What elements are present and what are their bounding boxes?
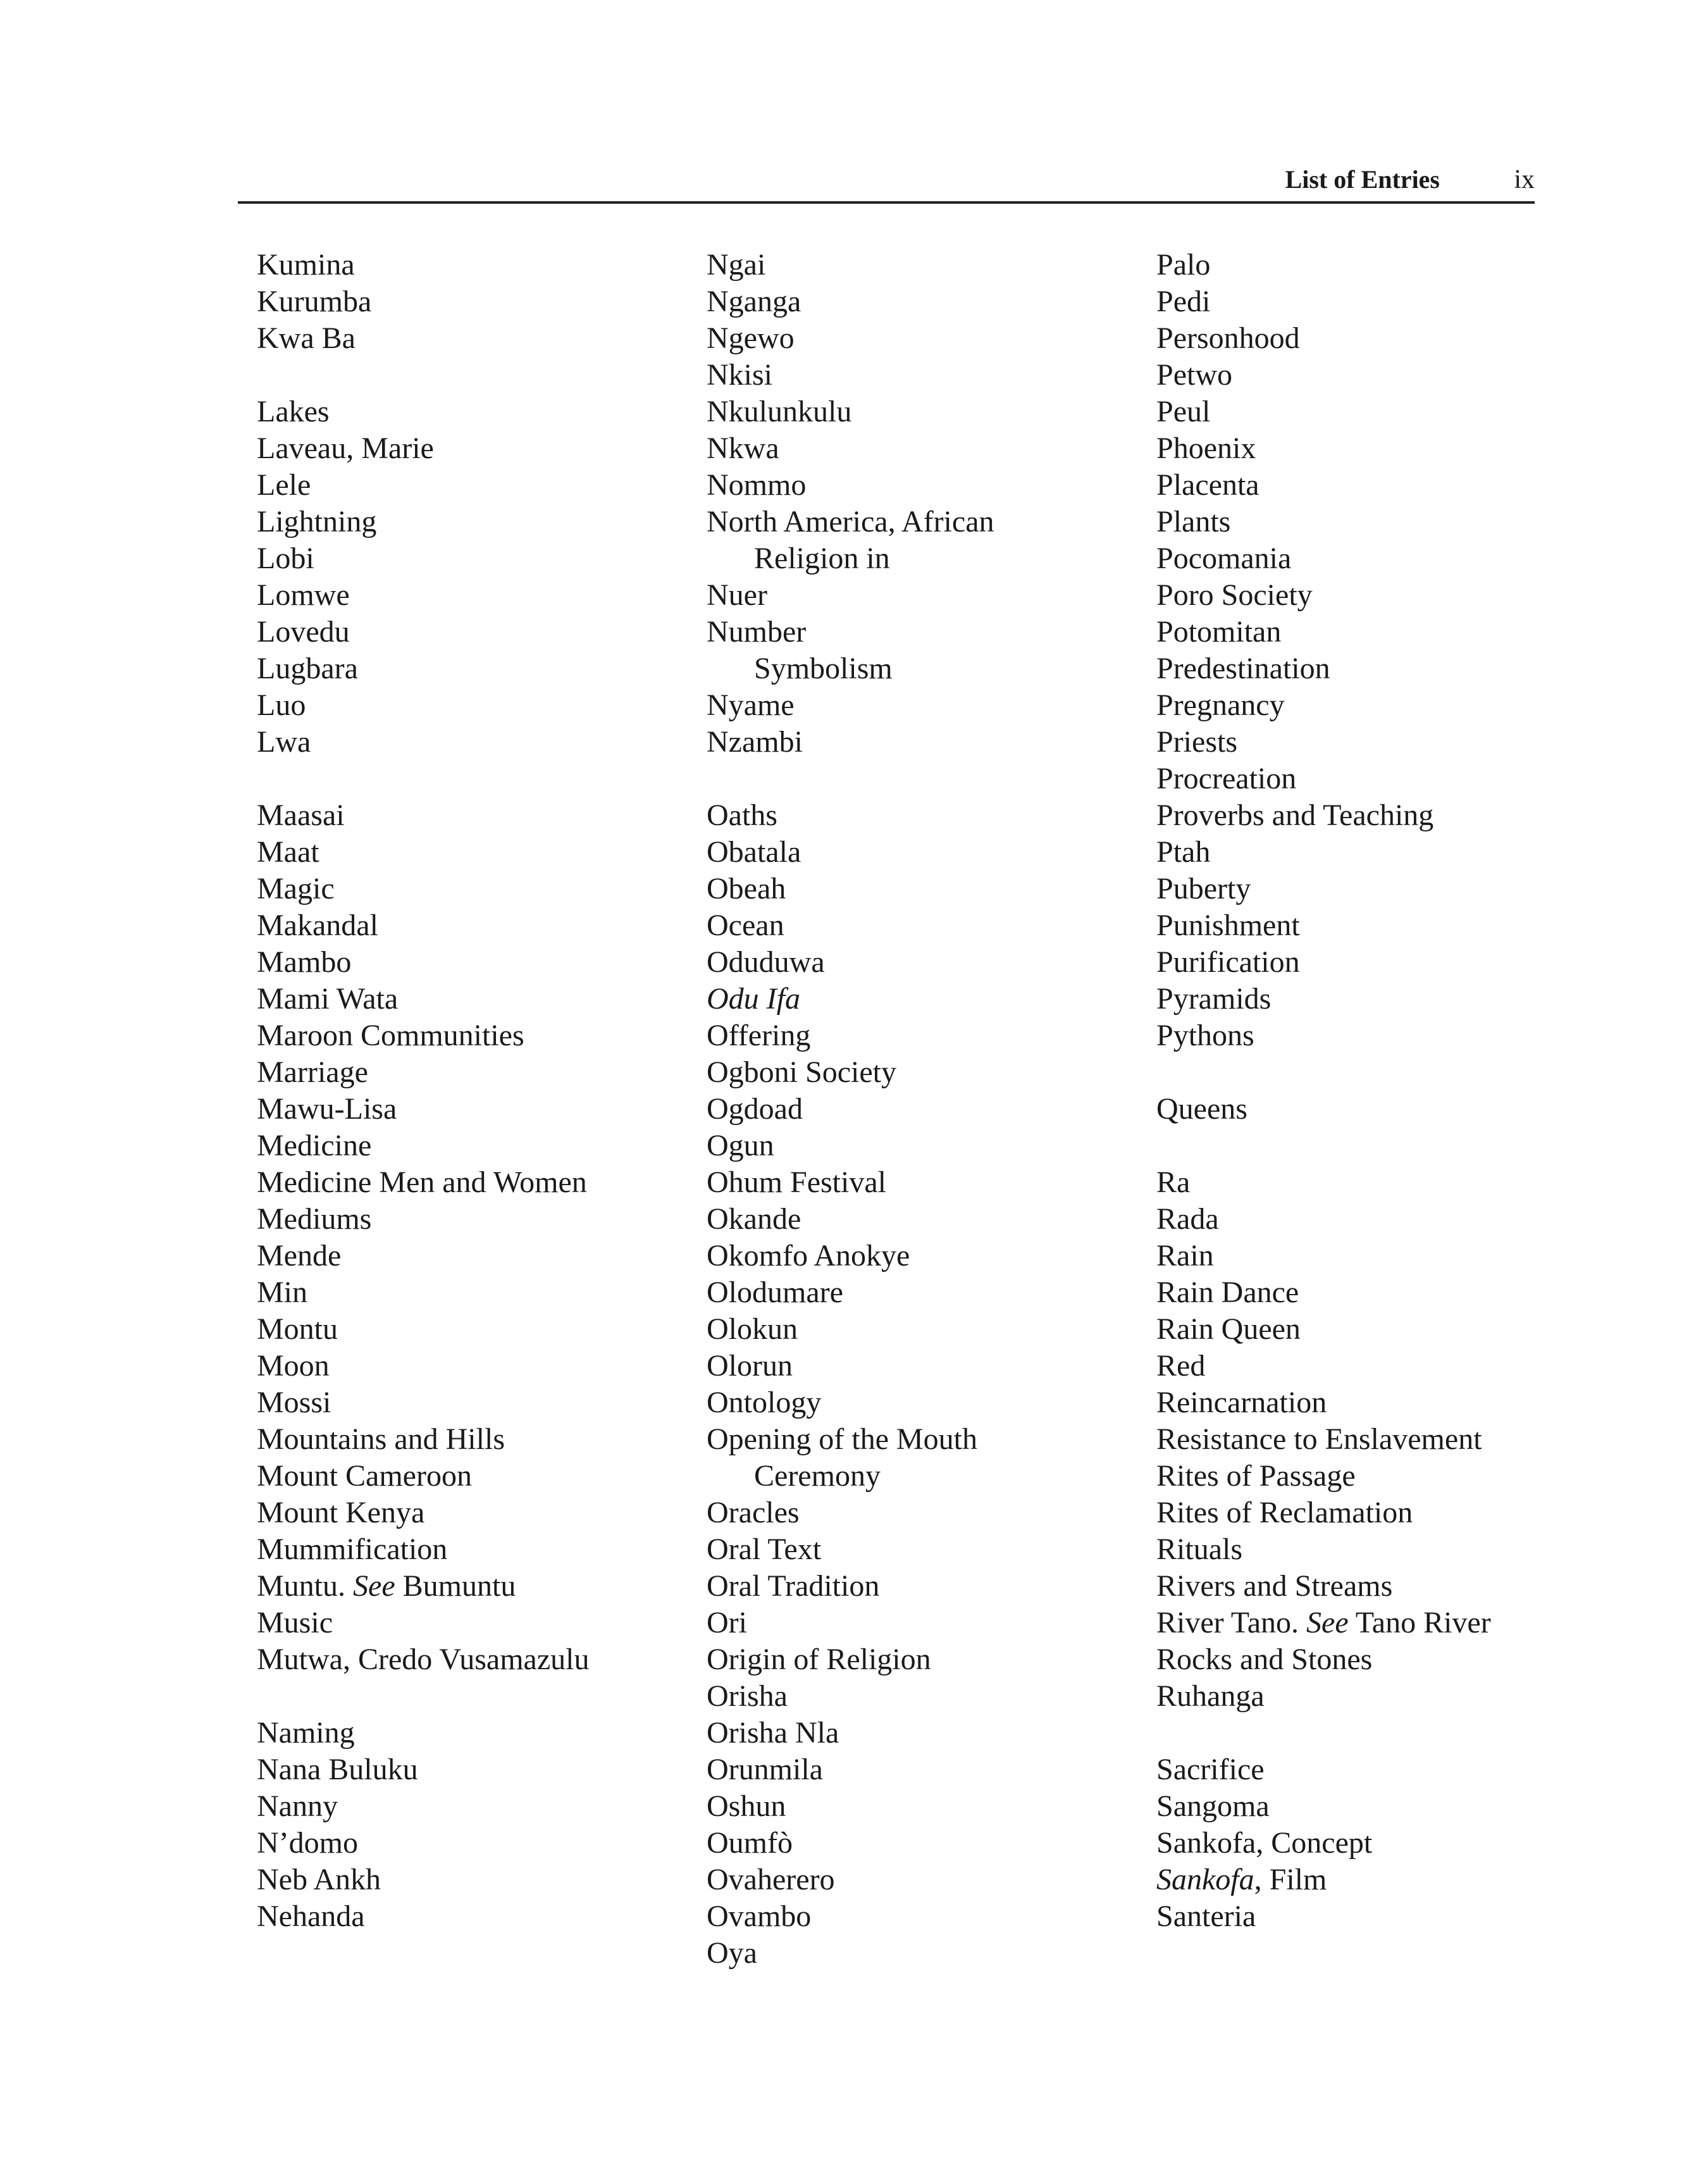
- entry-text: Maat: [257, 835, 319, 869]
- index-entry: [257, 1898, 700, 1935]
- entry-text: Opening of the Mouth: [707, 1422, 977, 1456]
- entry-continuation: Ceremony: [754, 1459, 881, 1493]
- index-entry: [257, 1311, 700, 1348]
- entry-text-part: , Film: [1254, 1863, 1327, 1896]
- entry-text: Plants: [1156, 505, 1231, 538]
- index-entry: [707, 687, 1149, 724]
- entry-text: Reincarnation: [1156, 1386, 1327, 1419]
- entry-text: Rada: [1156, 1202, 1219, 1236]
- entry-text: Lightning: [257, 505, 377, 538]
- entry-text: Petwo: [1156, 358, 1232, 392]
- entry-text: Peul: [1156, 395, 1211, 428]
- entry-text: Punishment: [1156, 909, 1300, 942]
- entry-text: Predestination: [1156, 652, 1330, 685]
- index-entry: [707, 1274, 1149, 1311]
- index-entry: [257, 1531, 700, 1568]
- entry-text: Moon: [257, 1349, 330, 1383]
- index-entry: [707, 1421, 1149, 1495]
- index-entry: [1156, 1641, 1599, 1678]
- entry-text: Puberty: [1156, 872, 1251, 905]
- entry-column-1: [257, 247, 700, 1935]
- index-entry: [707, 467, 1149, 504]
- entry-text: Music: [257, 1606, 333, 1639]
- index-entry: [707, 430, 1149, 467]
- entry-text: Min: [257, 1276, 308, 1309]
- entry-text: Okomfo Anokye: [707, 1239, 910, 1272]
- entry-text: Nganga: [707, 285, 801, 318]
- index-entry: [1156, 981, 1599, 1017]
- index-entry: [1156, 797, 1599, 834]
- page-number: ix: [1514, 165, 1535, 194]
- index-entry: [257, 540, 700, 577]
- index-entry: [1156, 1788, 1599, 1825]
- index-entry: [257, 1788, 700, 1825]
- index-entry: [1156, 871, 1599, 907]
- index-entry: [1156, 247, 1599, 283]
- entry-text: Origin of Religion: [707, 1643, 931, 1676]
- index-entry: [707, 981, 1149, 1017]
- entry-text: Ptah: [1156, 835, 1211, 869]
- index-entry: [1156, 1311, 1599, 1348]
- entry-italic-part: See: [353, 1569, 395, 1603]
- entry-text: Placenta: [1156, 468, 1259, 502]
- index-entry: [1156, 1421, 1599, 1458]
- entry-text: Ohum Festival: [707, 1166, 886, 1199]
- index-entry: [1156, 320, 1599, 357]
- entry-text: Oya: [707, 1936, 757, 1970]
- index-entry: [1156, 687, 1599, 724]
- index-entry: [1156, 1164, 1599, 1201]
- entry-text: Potomitan: [1156, 615, 1282, 649]
- index-entry: [707, 1641, 1149, 1678]
- index-entry: [257, 650, 700, 687]
- entry-text: Lwa: [257, 725, 311, 759]
- entry-text: Pocomania: [1156, 542, 1292, 575]
- index-entry: [257, 1495, 700, 1531]
- index-entry: [707, 1017, 1149, 1054]
- index-entry: [707, 577, 1149, 614]
- index-entry: [1156, 650, 1599, 687]
- entry-text: Ogun: [707, 1129, 774, 1162]
- entry-text: Neb Ankh: [257, 1863, 381, 1896]
- index-entry: [707, 1715, 1149, 1751]
- entry-text: Mambo: [257, 945, 352, 979]
- entry-text: Nanny: [257, 1789, 338, 1823]
- index-entry: [257, 1568, 700, 1605]
- entry-text: Mawu-Lisa: [257, 1092, 397, 1126]
- entry-text: Lakes: [257, 395, 330, 428]
- entry-text: Offering: [707, 1019, 811, 1052]
- running-head-title: List of Entries: [1285, 165, 1440, 194]
- index-entry: [707, 504, 1149, 577]
- index-entry: [257, 1091, 700, 1128]
- index-entry: [707, 1788, 1149, 1825]
- entry-text: Pedi: [1156, 285, 1211, 318]
- entry-text: Obeah: [707, 872, 786, 905]
- index-entry: [1156, 1751, 1599, 1788]
- index-entry: [1156, 1091, 1599, 1128]
- running-head: [238, 157, 1535, 204]
- index-entry: [257, 1274, 700, 1311]
- index-entry: [707, 724, 1149, 761]
- index-entry: [257, 724, 700, 761]
- entry-italic-part: See: [1306, 1606, 1349, 1639]
- index-entry: [257, 1421, 700, 1458]
- index-entry: [707, 1238, 1149, 1274]
- entry-text: Naming: [257, 1716, 355, 1750]
- entry-text: Phoenix: [1156, 432, 1256, 465]
- index-entry: [257, 944, 700, 981]
- entry-text: Sangoma: [1156, 1789, 1270, 1823]
- entry-text: Ogboni Society: [707, 1055, 896, 1089]
- entry-text: Rain Queen: [1156, 1312, 1301, 1346]
- entry-text: Mami Wata: [257, 982, 399, 1016]
- index-entry: [1156, 907, 1599, 944]
- index-entry: [707, 1862, 1149, 1898]
- entry-text: Ovaherero: [707, 1863, 835, 1896]
- entry-text: Nana Buluku: [257, 1753, 418, 1786]
- entry-text: Red: [1156, 1349, 1206, 1383]
- entry-text: Ocean: [707, 909, 784, 942]
- entry-text: Oumfò: [707, 1826, 793, 1860]
- entry-text: Okande: [707, 1202, 801, 1236]
- entry-text: Oshun: [707, 1789, 786, 1823]
- index-entry: [257, 1825, 700, 1862]
- index-entry: [707, 1531, 1149, 1568]
- entry-text: Magic: [257, 872, 335, 905]
- index-entry: [1156, 944, 1599, 981]
- entry-text: Rain Dance: [1156, 1276, 1299, 1309]
- index-entry: [707, 1751, 1149, 1788]
- entry-text: Luo: [257, 688, 306, 722]
- entry-text: Oral Text: [707, 1533, 822, 1566]
- index-entry: [257, 1017, 700, 1054]
- entry-text: Orunmila: [707, 1753, 823, 1786]
- entry-text: Procreation: [1156, 762, 1297, 795]
- entry-text: Mount Cameroon: [257, 1459, 472, 1493]
- entry-text: Lugbara: [257, 652, 358, 685]
- entry-text: Ruhanga: [1156, 1679, 1265, 1713]
- index-entry: [257, 834, 700, 871]
- index-entry: [707, 871, 1149, 907]
- index-entry: [257, 247, 700, 283]
- entry-text: Maroon Communities: [257, 1019, 524, 1052]
- index-entry: [257, 1348, 700, 1384]
- index-entry: [707, 1678, 1149, 1715]
- index-entry: [707, 1201, 1149, 1238]
- entry-text: Personhood: [1156, 321, 1300, 355]
- entry-text: Mediums: [257, 1202, 372, 1236]
- entry-text: Rites of Reclamation: [1156, 1496, 1413, 1529]
- entry-text: Resistance to Enslavement: [1156, 1422, 1482, 1456]
- index-entry: [257, 504, 700, 540]
- index-entry: [257, 1238, 700, 1274]
- entry-text: Proverbs and Teaching: [1156, 799, 1434, 832]
- index-entry: [707, 1568, 1149, 1605]
- index-entry: [1156, 1238, 1599, 1274]
- index-entry: [1156, 1678, 1599, 1715]
- index-entry: [707, 1935, 1149, 1972]
- index-entry: [257, 907, 700, 944]
- index-entry: [257, 577, 700, 614]
- entry-text: Oduduwa: [707, 945, 825, 979]
- index-entry: [1156, 430, 1599, 467]
- entry-text: Nkulunkulu: [707, 395, 852, 428]
- entry-text: Odu Ifa: [707, 982, 800, 1016]
- entry-text: Lovedu: [257, 615, 350, 649]
- entry-text: Olorun: [707, 1349, 793, 1383]
- index-entry: [707, 1605, 1149, 1641]
- index-entry: [707, 283, 1149, 320]
- entry-text: Makandal: [257, 909, 378, 942]
- entry-text-part: River Tano.: [1156, 1606, 1307, 1639]
- entry-text: Pyramids: [1156, 982, 1272, 1016]
- entry-text: Mende: [257, 1239, 342, 1272]
- entry-text: N’domo: [257, 1826, 358, 1860]
- index-entry: [1156, 1568, 1599, 1605]
- index-entry: [1156, 724, 1599, 761]
- index-entry: [1156, 467, 1599, 504]
- entry-text: Lobi: [257, 542, 314, 575]
- index-entry: [1156, 394, 1599, 430]
- entry-text: Medicine Men and Women: [257, 1166, 587, 1199]
- index-entry: [1156, 1898, 1599, 1935]
- index-entry: [257, 320, 700, 357]
- entry-text: Number: [707, 615, 807, 649]
- entry-text: Nkisi: [707, 358, 773, 392]
- index-entry: [707, 1164, 1149, 1201]
- entry-text: North America, African: [707, 505, 994, 538]
- index-entry: [1156, 540, 1599, 577]
- entry-text: Laveau, Marie: [257, 432, 434, 465]
- index-entry: [257, 1605, 700, 1641]
- index-entry: [707, 1495, 1149, 1531]
- entry-text: Nommo: [707, 468, 807, 502]
- entry-text: Ontology: [707, 1386, 822, 1419]
- entry-text: Priests: [1156, 725, 1238, 759]
- index-entry: [257, 430, 700, 467]
- entry-text: Rivers and Streams: [1156, 1569, 1393, 1603]
- entry-text: Oral Tradition: [707, 1569, 880, 1603]
- index-entry: [707, 907, 1149, 944]
- index-entry: [707, 1054, 1149, 1091]
- entry-text: Nkwa: [707, 432, 779, 465]
- index-entry: [257, 1201, 700, 1238]
- index-entry: [1156, 1384, 1599, 1421]
- index-entry: [707, 1128, 1149, 1164]
- entry-text: Montu: [257, 1312, 338, 1346]
- index-entry: [257, 1641, 700, 1678]
- entry-column-3: [1156, 247, 1599, 1935]
- entry-text: Nuer: [707, 578, 767, 612]
- entry-text: Mossi: [257, 1386, 331, 1419]
- index-entry: [1156, 577, 1599, 614]
- entry-text-part: Bumuntu: [395, 1569, 516, 1603]
- index-entry: [1156, 1495, 1599, 1531]
- entry-text: Nyame: [707, 688, 795, 722]
- index-entry: [1156, 1531, 1599, 1568]
- index-entry: [707, 614, 1149, 687]
- index-entry: [1156, 1605, 1599, 1641]
- index-entry: [707, 1825, 1149, 1862]
- index-entry: [257, 687, 700, 724]
- entry-text: Orisha Nla: [707, 1716, 839, 1750]
- entry-text: Ngewo: [707, 321, 795, 355]
- index-entry: [1156, 614, 1599, 650]
- index-entry: [707, 320, 1149, 357]
- index-entry: [257, 1054, 700, 1091]
- entry-text: Kwa Ba: [257, 321, 356, 355]
- index-entry: [1156, 1458, 1599, 1495]
- index-entry: [257, 1715, 700, 1751]
- index-entry: [257, 1458, 700, 1495]
- entry-text: Nzambi: [707, 725, 803, 759]
- entry-text: Olokun: [707, 1312, 798, 1346]
- index-entry: [1156, 834, 1599, 871]
- entry-text: Ngai: [707, 248, 766, 282]
- index-entry: [257, 1862, 700, 1898]
- index-entry: [1156, 283, 1599, 320]
- index-entry: [1156, 761, 1599, 797]
- entry-text: Sankofa, Concept: [1156, 1826, 1373, 1860]
- index-entry: [257, 394, 700, 430]
- index-entry: [1156, 1274, 1599, 1311]
- entry-text: Oracles: [707, 1496, 800, 1529]
- entry-text: Obatala: [707, 835, 801, 869]
- entry-text: Queens: [1156, 1092, 1247, 1126]
- index-entry: [257, 1128, 700, 1164]
- entry-text: Mount Kenya: [257, 1496, 425, 1529]
- entry-text: Marriage: [257, 1055, 368, 1089]
- entry-text: Mountains and Hills: [257, 1422, 505, 1456]
- index-entry: [1156, 357, 1599, 394]
- index-entry: [707, 1384, 1149, 1421]
- entry-text: Maasai: [257, 799, 345, 832]
- entry-text: Mummification: [257, 1533, 448, 1566]
- entry-text: Lomwe: [257, 578, 350, 612]
- index-entry: [1156, 1201, 1599, 1238]
- index-entry: [707, 394, 1149, 430]
- index-entry: [707, 1091, 1149, 1128]
- index-entry: [707, 797, 1149, 834]
- entry-text: Kurumba: [257, 285, 372, 318]
- entry-text: Kumina: [257, 248, 355, 282]
- index-entry: [257, 467, 700, 504]
- index-entry: [257, 283, 700, 320]
- entry-text: Santeria: [1156, 1900, 1256, 1933]
- index-entry: [257, 1751, 700, 1788]
- index-entry: [257, 871, 700, 907]
- index-entry: [707, 944, 1149, 981]
- entry-text: Orisha: [707, 1679, 788, 1713]
- entry-text: Mutwa, Credo Vusamazulu: [257, 1643, 590, 1676]
- index-entry: [1156, 1825, 1599, 1862]
- entry-text: Ovambo: [707, 1900, 812, 1933]
- entry-continuation: Religion in: [754, 542, 890, 575]
- entry-text: Pythons: [1156, 1019, 1254, 1052]
- entry-text: Rituals: [1156, 1533, 1243, 1566]
- index-entry: [707, 247, 1149, 283]
- index-entry: [707, 1348, 1149, 1384]
- index-entry: [707, 357, 1149, 394]
- entry-text: Ori: [707, 1606, 747, 1639]
- entry-text: Medicine: [257, 1129, 372, 1162]
- index-entry: [1156, 1862, 1599, 1898]
- entry-column-2: [707, 247, 1149, 1972]
- entry-continuation: Symbolism: [754, 652, 893, 685]
- entry-text: Ra: [1156, 1166, 1191, 1199]
- entry-italic-part: Sankofa: [1156, 1863, 1254, 1896]
- index-entry: [257, 797, 700, 834]
- entry-text: Rites of Passage: [1156, 1459, 1356, 1493]
- index-entry: [257, 614, 700, 650]
- index-entry: [257, 1384, 700, 1421]
- entry-text: Purification: [1156, 945, 1300, 979]
- entry-text: Palo: [1156, 248, 1211, 282]
- index-entry: [1156, 1017, 1599, 1054]
- entry-text-part: Muntu.: [257, 1569, 354, 1603]
- index-entry: [257, 981, 700, 1017]
- entry-text: Poro Society: [1156, 578, 1313, 612]
- entry-text: Rain: [1156, 1239, 1214, 1272]
- entry-text: Olodumare: [707, 1276, 843, 1309]
- entry-text: Sacrifice: [1156, 1753, 1265, 1786]
- index-entry: [1156, 1348, 1599, 1384]
- entry-text: Oaths: [707, 799, 777, 832]
- index-entry: [257, 1164, 700, 1201]
- entry-text: Nehanda: [257, 1900, 365, 1933]
- index-entry: [707, 1898, 1149, 1935]
- index-entry: [1156, 504, 1599, 540]
- entry-text: Lele: [257, 468, 311, 502]
- entry-text-part: Tano River: [1348, 1606, 1491, 1639]
- entry-text: Rocks and Stones: [1156, 1643, 1373, 1676]
- entry-text: Ogdoad: [707, 1092, 803, 1126]
- index-entry: [707, 834, 1149, 871]
- index-entry: [707, 1311, 1149, 1348]
- entry-text: Pregnancy: [1156, 688, 1285, 722]
